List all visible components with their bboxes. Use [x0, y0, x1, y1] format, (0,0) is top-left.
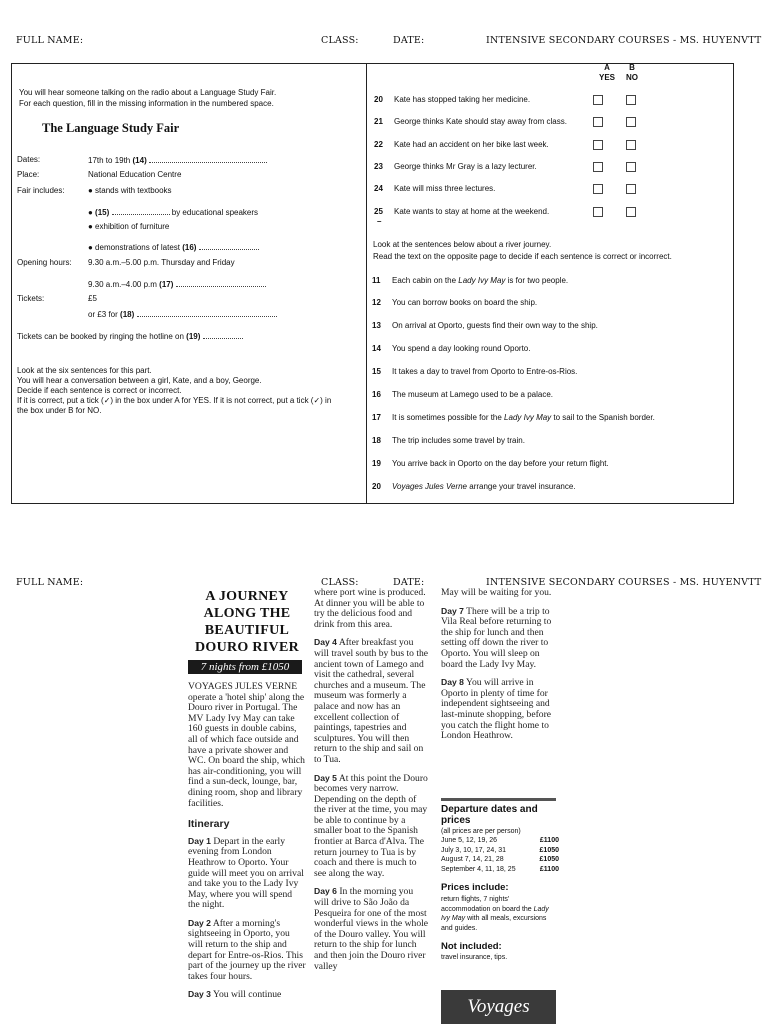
- continued-text: May will be waiting for you.: [441, 587, 552, 598]
- yesno-question: 24 Kate will miss three lectures.: [374, 184, 496, 193]
- departures-box: [441, 804, 559, 961]
- no-checkbox[interactable]: [626, 207, 636, 217]
- river-question: 14 You spend a day looking round Oporto.: [372, 344, 531, 353]
- full-name-label: FULL NAME:: [16, 577, 84, 588]
- date-label: DATE:: [393, 577, 425, 588]
- place-value: National Education Centre: [88, 170, 182, 179]
- departures-note: (all prices are per person): [441, 828, 521, 835]
- departure-row: June 5, 12, 19, 26 £1100: [441, 837, 559, 844]
- river-question: 12 You can borrow books on board the ship.: [372, 298, 538, 307]
- intro-line-2: For each question, fill in the missing information in the numbered space.: [19, 99, 274, 108]
- river-question: 15 It takes a day to travel from Oporto to Entre-os-Rios.: [372, 367, 578, 376]
- article-column-2: [314, 588, 430, 979]
- column-a-header: A YES: [598, 63, 615, 82]
- dates-label: Dates:: [17, 155, 41, 164]
- prices-include-text: return flights, 7 nights' accommodation on board the Lady Ivy May with all meals, excursions and guides.: [441, 896, 549, 932]
- course-label: INTENSIVE SECONDARY COURSES - MS. HUYENVTT: [486, 35, 762, 46]
- no-checkbox[interactable]: [626, 140, 636, 150]
- tickets-label: Tickets:: [17, 294, 45, 303]
- fair-item-2: ● (15) by educational speakers: [88, 208, 259, 217]
- departure-row: August 7, 14, 21, 28 £1050: [441, 856, 559, 863]
- river-intro-2: Read the text on the opposite page to decide if each sentence is correct or incorrect.: [373, 252, 672, 261]
- day-paragraph: Day 3 You will continue: [188, 989, 282, 1001]
- article-column-3: [441, 588, 559, 749]
- voyages-logo: Voyages: [441, 990, 556, 1024]
- class-label: CLASS:: [321, 35, 359, 46]
- place-label: Place:: [17, 170, 40, 179]
- yes-checkbox[interactable]: [593, 207, 603, 217]
- day-paragraph: Day 4 After breakfast you will travel south by bus to the ancient town of Lamego and visit the cathedral, several churches and a museum. The museum was formerly a palace and now has an excellent collection of paintings, tapestries and sculptures. You will then return to the ship and sail on to Tua.: [314, 637, 429, 765]
- opening-hours-2: 9.30 a.m.–4.00 p.m (17): [88, 279, 266, 289]
- no-checkbox[interactable]: [626, 117, 636, 127]
- day-paragraph: Day 6 In the morning you will drive to São João da Pesqueira for one of the most wonderful views in the whole of the Douro valley. You will return to the ship for lunch and then join the Douro river valley: [314, 886, 429, 972]
- yes-checkbox[interactable]: [593, 140, 603, 150]
- departures-heading: Departure dates and prices: [441, 804, 538, 826]
- river-question: 18 The trip includes some travel by train.: [372, 436, 525, 445]
- departures-rule: [441, 798, 556, 801]
- not-included-text: travel insurance, tips.: [441, 954, 508, 961]
- hotline-line: Tickets can be booked by ringing the hotline on (19): [17, 331, 243, 341]
- full-name-label: FULL NAME:: [16, 35, 84, 46]
- prices-include-heading: Prices include:: [441, 882, 509, 893]
- fair-item-1: ● stands with textbooks: [88, 186, 172, 195]
- column-b-header: B NO: [626, 63, 638, 82]
- opening-hours-label: Opening hours:: [17, 258, 72, 267]
- river-question: 11 Each cabin on the Lady Ivy May is for two people.: [372, 276, 569, 285]
- continued-text: where port wine is produced. At dinner you will be able to try the delicious food and drink from this area.: [314, 587, 426, 630]
- not-included-heading: Not included:: [441, 941, 502, 952]
- yesno-question: 23 George thinks Mr Gray is a lazy lecturer.: [374, 162, 537, 171]
- no-checkbox[interactable]: [626, 95, 636, 105]
- day-paragraph: Day 7 There will be a trip to Vila Real before returning to the ship for lunch and then setting off down the river to Oporto. You will sleep on board the Lady Ivy May.: [441, 605, 552, 670]
- departure-row: September 4, 11, 18, 25 £1100: [441, 865, 559, 873]
- yesno-question: 25 Kate wants to stay at home at the weekend.: [374, 207, 550, 216]
- river-question: 13 On arrival at Oporto, guests find their own way to the ship.: [372, 321, 598, 330]
- price-banner: 7 nights from £1050: [188, 660, 302, 674]
- tickets-2: or £3 for (18): [88, 309, 277, 319]
- intro-line-1: You will hear someone talking on the radio about a Language Study Fair.: [19, 88, 277, 97]
- left-panel: [11, 63, 367, 504]
- tickets-1: £5: [88, 294, 97, 303]
- fair-includes-label: Fair includes:: [17, 186, 65, 195]
- river-question: 20 Voyages Jules Verne arrange your travel insurance.: [372, 482, 576, 491]
- day-paragraph: Day 8 You will arrive in Oporto in plenty of time for independent sightseeing and last-minute shopping, before you catch the flight home to London Heathrow.: [441, 677, 552, 742]
- yesno-question: 20 Kate has stopped taking her medicine.: [374, 95, 531, 104]
- itinerary-heading: Itinerary: [188, 818, 230, 831]
- departure-row: July 3, 10, 17, 24, 31 £1050: [441, 846, 559, 854]
- yesno-question: 21 George thinks Kate should stay away from class.: [374, 117, 567, 126]
- no-checkbox[interactable]: [626, 162, 636, 172]
- day-paragraph: Day 1 Depart in the early evening from London Heathrow to Oporto. Your guide will meet you on arrival and take you to the Lady Ivy May, where you will spend the night.: [188, 835, 304, 911]
- opening-hours-1: 9.30 a.m.–5.00 p.m. Thursday and Friday: [88, 258, 235, 267]
- fair-item-4: ● demonstrations of latest (16): [88, 242, 259, 252]
- course-label: INTENSIVE SECONDARY COURSES - MS. HUYENVTT: [486, 577, 762, 588]
- river-question: 17 It is sometimes possible for the Lady Ivy May to sail to the Spanish border.: [372, 413, 655, 422]
- article-column-1: [188, 682, 306, 1008]
- dash-mark: –: [377, 217, 382, 226]
- part-instructions: Look at the six sentences for this part. You will hear a conversation between a girl, Kate, and a boy, George. Decide if each sentence is correct or incorrect. If it is correct, put a tick (✓) in the box under A for YES. If it is not correct, put a tick (✓) in the box under B for NO.: [17, 366, 332, 415]
- departures-table: [441, 836, 559, 874]
- day-paragraph: Day 5 At this point the Douro becomes very narrow. Depending on the depth of the river at the time, you may be able to continue by a smaller boat to the Spanish frontier at Barca d'Alva. The return journey to Tua is by coach and there is much to see along the way.: [314, 772, 428, 879]
- yes-checkbox[interactable]: [593, 95, 603, 105]
- class-label: CLASS:: [321, 577, 359, 588]
- date-label: DATE:: [393, 35, 425, 46]
- no-checkbox[interactable]: [626, 184, 636, 194]
- river-intro-1: Look at the sentences below about a river journey.: [373, 240, 552, 249]
- fair-title: The Language Study Fair: [42, 121, 180, 135]
- yesno-question: 22 Kate had an accident on her bike last week.: [374, 140, 549, 149]
- yes-checkbox[interactable]: [593, 184, 603, 194]
- river-question: 19 You arrive back in Oporto on the day before your return flight.: [372, 459, 609, 468]
- article-title: A JOURNEY ALONG THE BEAUTIFUL DOURO RIVER: [194, 589, 300, 655]
- yes-checkbox[interactable]: [593, 117, 603, 127]
- day-paragraph: Day 2 After a morning's sightseeing in Oporto, you will return to the ship and depart for Entre-os-Rios. This part of the journey up the river takes four hours.: [188, 917, 306, 982]
- right-panel: [366, 63, 734, 504]
- article-intro: VOYAGES JULES VERNE operate a 'hotel ship' along the Douro river in Portugal. The MV Lady Ivy May can take 160 guests in double cabins, all of which face outside and have a private shower and WC. On board the ship, which has air-conditioning, you will find a sun-deck, lounge, bar, dining room, shop and library facilities.: [188, 681, 305, 809]
- fair-item-3: ● exhibition of furniture: [88, 222, 170, 231]
- yes-checkbox[interactable]: [593, 162, 603, 172]
- river-question: 16 The museum at Lamego used to be a palace.: [372, 390, 553, 399]
- dates-value: 17th to 19th (14): [88, 155, 267, 165]
